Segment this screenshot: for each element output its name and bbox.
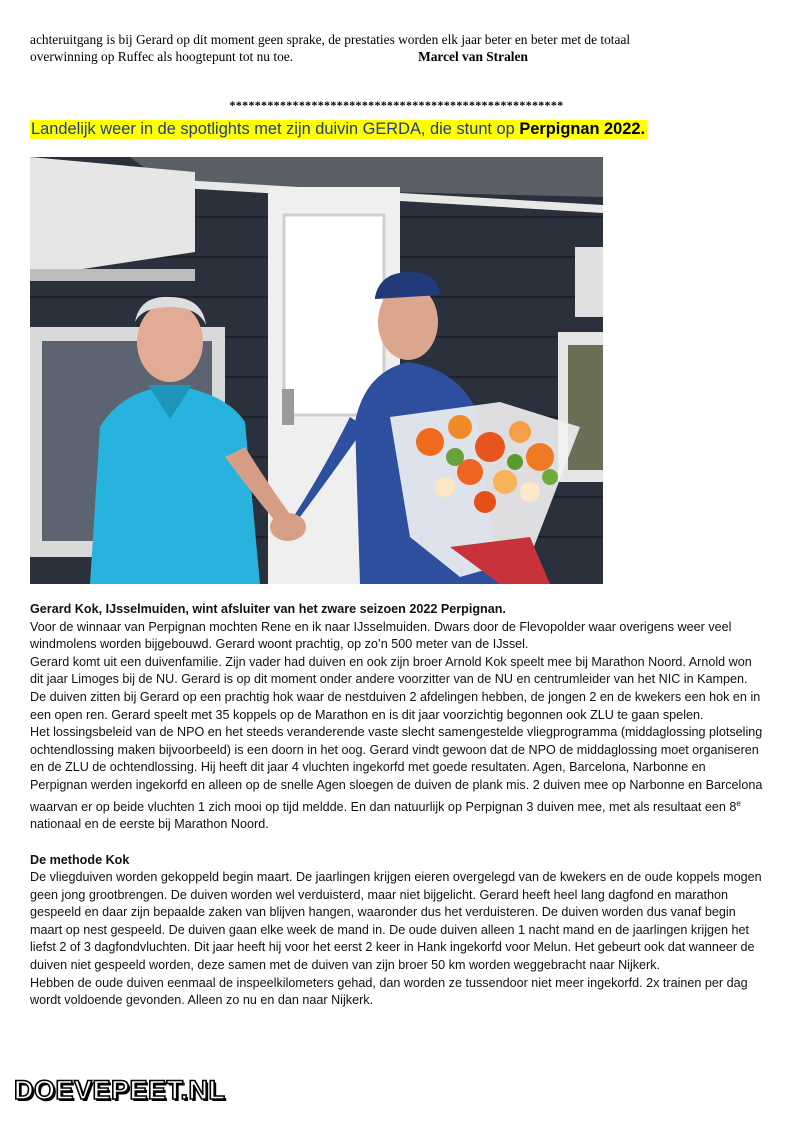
separator-stars: ***************************************************** (229, 98, 564, 112)
method-paragraph-1: De vliegduiven worden gekoppeld begin maart. De jaarlingen krijgen eieren overgelegd van de kwekers en de oude koppels mogen geen jong grootbrengen. De duiven worden wel verduisterd, maar niet bijgelicht. Gerard heeft heel lang dagfond en marathon gespeeld en daar zijn bepaalde zaken van blijven hangen, waaronder dus het verduisteren. De duiven worden dus vanaf begin maart op nest gespeeld. De duiven gaan elke week de mand in. De oude duiven alleen 1 nacht mand en de jaarlingen krijgen het liefst 2 of 3 dagfondvluchten. Dit jaar heeft hij voor het eerst 2 keer in Hank ingekorfd voor Melun. Het gebeurt ook dat wanneer de duiven niet gespeeld worden, deze samen met de duiven van zijn broer 50 km worden weggebracht naar Nijkerk. (30, 870, 762, 973)
section-title: De methode Kok (30, 852, 130, 867)
intro-line-2-text: overwinning op Ruffec als hoogtepunt tot nu toe. (30, 49, 294, 64)
paragraph-2: Gerard komt uit een duivenfamilie. Zijn vader had duiven en ook zijn broer Arnold Kok speelt mee bij Marathon Noord. Arnold won dit jaar Limoges bij de NU. Gerard is op dit moment onder andere voorzitter van de NU en centrumleider van het NIC in Kampen. (30, 654, 752, 687)
headline (30, 118, 647, 140)
superscript: e (736, 798, 741, 808)
paragraph-1: Voor de winnaar van Perpignan mochten Rene en ik naar IJsselmuiden. Dwars door de Flevopolder waar overigens weer veel windmolens worden bijgebouwd. Gerard woont prachtig, op zo’n 500 meter van de IJssel. (30, 619, 732, 652)
article-photo (30, 157, 603, 584)
paragraph-gap (30, 834, 765, 852)
intro-text (30, 31, 760, 65)
headline-text: Landelijk weer in de spotlights met zijn duivin GERDA, die stunt op (31, 120, 520, 138)
method-paragraph-2: Hebben de oude duiven eenmaal de inspeelkilometers gehad, dan worden ze tussendoor niet meer ingekorfd. 2x trainen per dag wordt voldoende gevonden. Alleen zo nu en dan naar Nijkerk. (30, 975, 748, 1008)
headline-bold: Perpignan 2022. (519, 120, 646, 138)
paragraph-3: De duiven zitten bij Gerard op een prachtig hok waar de nestduiven 2 afdelingen hebben, de jongen 2 en de kwekers een hok en in een open ren. Gerard speelt met 35 koppels op de Marathon en is dit jaar voorzichtig begonnen ook ZLU te gaan spelen. (30, 689, 761, 722)
paragraph-4 (30, 724, 765, 834)
article-body (30, 601, 765, 1010)
intro-line-1: achteruitgang is bij Gerard op dit moment geen sprake, de prestaties worden elk jaar beter en beter met de totaal (30, 32, 631, 47)
author-signature: Marcel van Stralen (418, 49, 528, 64)
article-title: Gerard Kok, IJsselmuiden, wint afsluiter van het zware seizoen 2022 Perpignan. (30, 602, 506, 616)
headline-highlight (30, 120, 647, 139)
site-logo: DOEVEPEET.NL (14, 1075, 226, 1105)
photo-illustration (30, 157, 603, 584)
paragraph-4-text: Het lossingsbeleid van de NPO en het steeds veranderende vaste slecht samengestelde vliegprogramma (middaglossing plotseling ochtendlossing maken bijvoorbeeld) is een doorn in het oog. Gerard vindt gewoon dat de NPO de middaglossing moet organiseren en de ZLU de ochtendlossing. Hij heeft dit jaar 4 vluchten ingekorfd met goede resultaten. Agen, Barcelona, Narbonne en Perpignan werden ingekorfd en alleen op de snelle Agen sloegen de duiven de plank mis. 2 duiven mee op Narbonne en Barcelona waarvan er op beide vluchten 1 zich mooi op tijd meldde. En dan natuurlijk op Perpignan 3 duiven mee, met als resultaat een 8 (30, 725, 763, 814)
intro-line-2 (30, 48, 760, 65)
paragraph-4-tail: nationaal en de eerste bij Marathon Noord. (30, 817, 269, 832)
